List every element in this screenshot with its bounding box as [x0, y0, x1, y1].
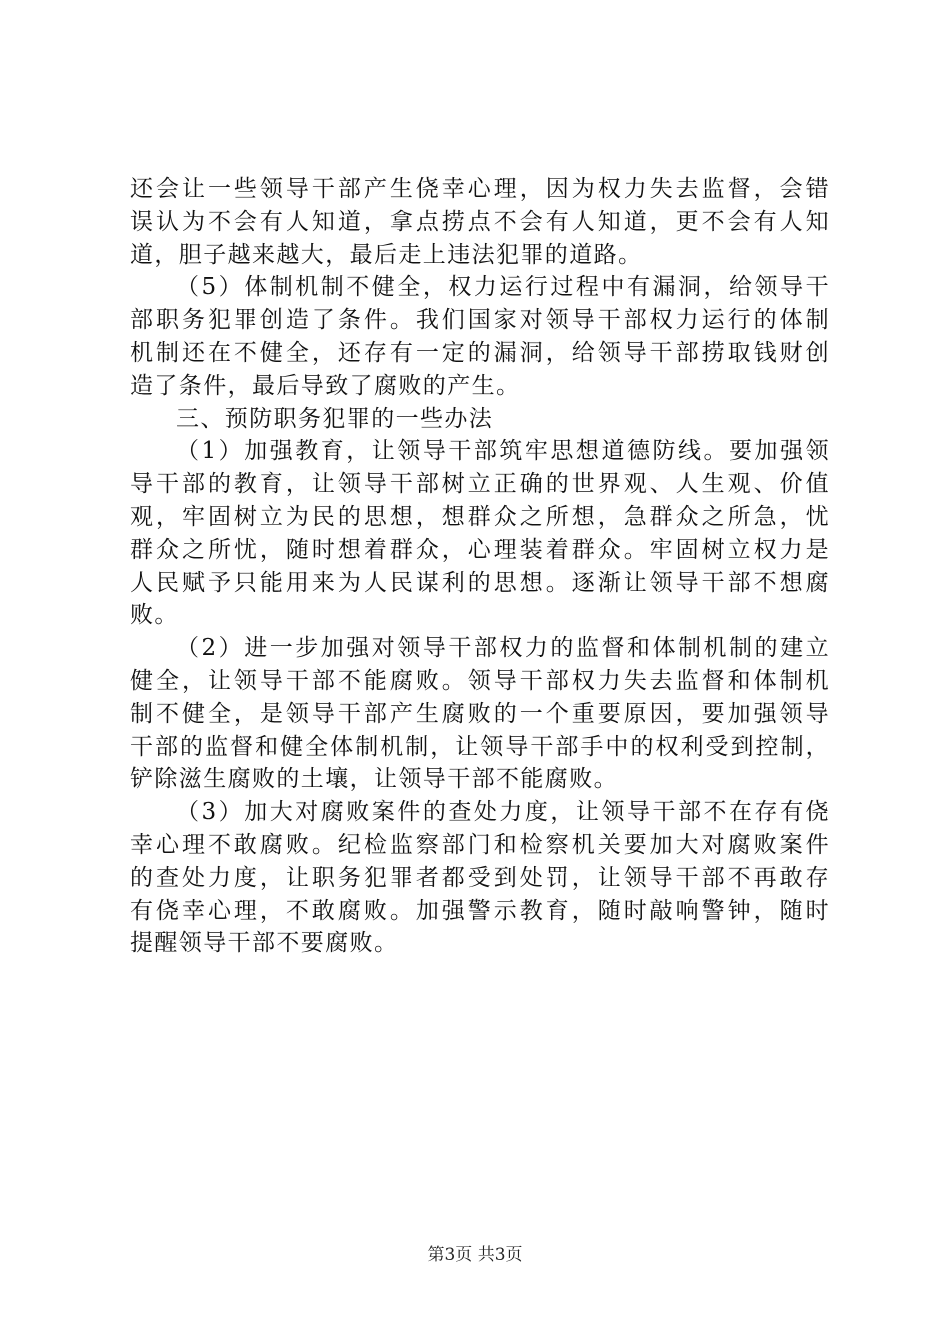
text-line: 健全，让领导干部不能腐败。领导干部权力失去监督和体制机 — [130, 667, 830, 694]
text-line: 败。 — [130, 602, 179, 629]
page-number-footer: 第3页 共3页 — [427, 1245, 523, 1265]
text-line: 提醒领导干部不要腐败。 — [130, 930, 399, 957]
text-line: 群众之所忧，随时想着群众，心理装着群众。牢固树立权力是 — [130, 536, 830, 563]
text-line: 幸心理不敢腐败。纪检监察部门和检察机关要加大对腐败案件 — [130, 831, 830, 858]
text-line: 机制还在不健全，还存有一定的漏洞，给领导干部捞取钱财创 — [130, 339, 830, 366]
paragraph-start-line: （2）进一步加强对领导干部权力的监督和体制机制的建立 — [176, 635, 830, 662]
text-line: 干部的监督和健全体制机制，让领导干部手中的权利受到控制， — [130, 733, 830, 760]
text-line: 铲除滋生腐败的土壤，让领导干部不能腐败。 — [130, 766, 618, 793]
text-line: 道，胆子越来越大，最后走上违法犯罪的道路。 — [130, 241, 643, 268]
paragraph-start-line: （5）体制机制不健全，权力运行过程中有漏洞，给领导干 — [176, 274, 830, 301]
text-line: 造了条件，最后导致了腐败的产生。 — [130, 372, 521, 399]
text-line: 导干部的教育，让领导干部树立正确的世界观、人生观、价值 — [130, 471, 830, 498]
paragraph-start-line: （1）加强教育，让领导干部筑牢思想道德防线。要加强领 — [176, 438, 830, 465]
section-heading: 三、预防职务犯罪的一些办法 — [176, 405, 494, 432]
text-line: 人民赋予只能用来为人民谋利的思想。逐渐让领导干部不想腐 — [130, 569, 830, 596]
text-line: 有侥幸心理，不敢腐败。加强警示教育，随时敲响警钟，随时 — [130, 897, 830, 924]
paragraph-start-line: （3）加大对腐败案件的查处力度，让领导干部不在存有侥 — [176, 799, 830, 826]
text-line: 观，牢固树立为民的思想，想群众之所想，急群众之所急，忧 — [130, 503, 830, 530]
text-line: 部职务犯罪创造了条件。我们国家对领导干部权力运行的体制 — [130, 307, 830, 334]
text-line: 误认为不会有人知道，拿点捞点不会有人知道，更不会有人知 — [130, 208, 830, 235]
text-line: 还会让一些领导干部产生侥幸心理，因为权力失去监督，会错 — [130, 176, 830, 202]
document-body — [130, 173, 830, 960]
text-line: 制不健全，是领导干部产生腐败的一个重要原因，要加强领导 — [130, 700, 830, 727]
text-line: 的查处力度，让职务犯罪者都受到处罚，让领导干部不再敢存 — [130, 864, 830, 891]
